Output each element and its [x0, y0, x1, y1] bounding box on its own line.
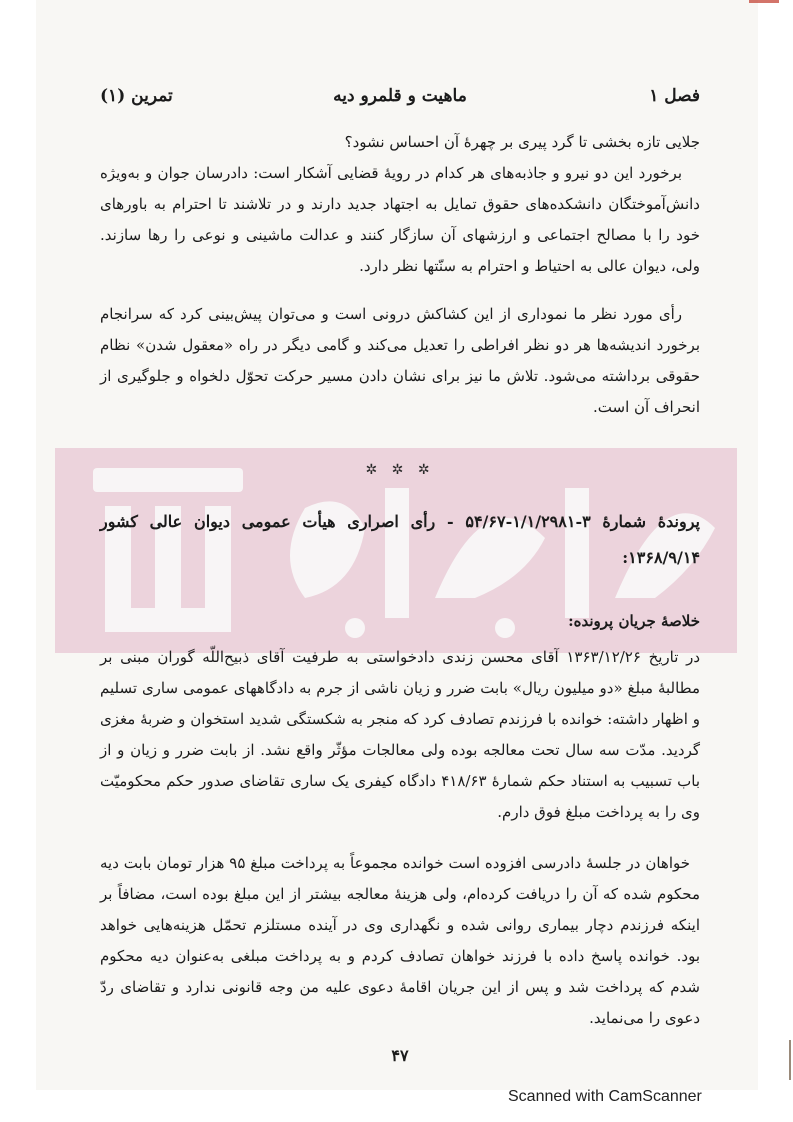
edge-mark: [789, 1040, 791, 1080]
scanner-watermark-text: Scanned with CamScanner: [508, 1088, 702, 1105]
summary-paragraph-1: در تاریخ ۱۳۶۳/۱۲/۲۶ آقای محسن زندی دادخواستی به طرفیت آقای ذبیح‌اللّه گوران مبنی بر مطالبهٔ مبلغ «دو میلیون ریال» بابت ضرر و زیان ناشی از جرم به دادگاههای عمومی ساری تسلیم و اظهار داشته: خوانده با فرزندم تصادف کرد که منجر به شکستگی شدید استخوان و ضربهٔ مغزی گردید. مدّت سه سال تحت معالجه بوده ولی معالجات مؤثّر واقع نشد. از بابت ضرر و زیان و از باب تسبیب به استناد حکم شمارهٔ ۴۱۸/۶۳ دادگاه کیفری یک ساری تقاضای صدور حکم محکومیّت وی را به پرداخت مبلغ فوق دارم.: [100, 648, 700, 821]
section-separator: ✲ ✲ ✲: [365, 462, 435, 478]
page-number: ۴۷: [391, 1046, 409, 1065]
case-reference: پروندهٔ شمارهٔ ۳-۱/۱/۲۹۸۱-۵۴/۶۷ - رأی اصراری هیأت عمومی دیوان عالی کشور ۱۳۶۸/۹/۱۴:: [100, 512, 700, 567]
exercise-label: تمرین (۱): [100, 86, 173, 106]
page-header: [100, 86, 700, 116]
chapter-title: ماهیت و قلمرو دیه: [333, 86, 467, 106]
body-paragraph-1: جلایی تازه بخشی تا گرد پیری بر چهرهٔ آن احساس نشود؟: [344, 133, 700, 151]
page-content: [100, 0, 700, 1090]
body-paragraph-2: برخورد این دو نیرو و جاذبه‌های هر کدام در رویهٔ قضایی آشکار است: دادرسان جوان و به‌ویژه دانش‌آموختگان دانشکده‌های حقوق تمایل به اجتهاد جدید دارند و در تلاشند تا احترام به باورهای خود را با مصالح اجتماعی و ارزشهای آن سازگار کنند و عدالت ماشینی و نوعی را رها سازند. ولی، دیوان عالی به احتیاط و احترام به سنّتها نظر دارد.: [100, 164, 700, 275]
chapter-label: فصل ۱: [649, 86, 700, 106]
summary-heading: خلاصهٔ جریان پرونده:: [568, 612, 700, 630]
corner-mark: [749, 0, 779, 3]
summary-paragraph-2: خواهان در جلسهٔ دادرسی افزوده است خوانده مجموعاً به پرداخت مبلغ ۹۵ هزار تومان بابت دیه محکوم شده که آن را دریافت کرده‌ام، ولی هزینهٔ معالجه بیشتر از این مبلغ بوده است، مضافاً بر اینکه فرزندم دچار بیماری روانی شده و نگهداری وی در آینده مستلزم تحمّل هزینه‌هایی خواهد بود. خوانده پاسخ داده با فرزند خواهان تصادف کردم و به پرداخت مبلغی به‌عنوان دیه محکوم شدم که پرداخت شد و پس از این جریان اقامهٔ دعوی علیه من وجه قانونی ندارد و تقاضای ردّ دعوی را می‌نماید.: [100, 854, 700, 1027]
body-paragraph-3: رأی مورد نظر ما نموداری از این کشاکش درونی است و می‌توان پیش‌بینی کرد که سرانجام برخورد اندیشه‌ها هر دو نظر افراطی را تعدیل می‌کند و گامی دیگر در راه «معقول شدن» نظام حقوقی برداشته می‌شود. تلاش ما نیز برای نشان دادن مسیر حرکت تحوّل دلخواه و جلوگیری از انحراف آن است.: [100, 305, 700, 416]
